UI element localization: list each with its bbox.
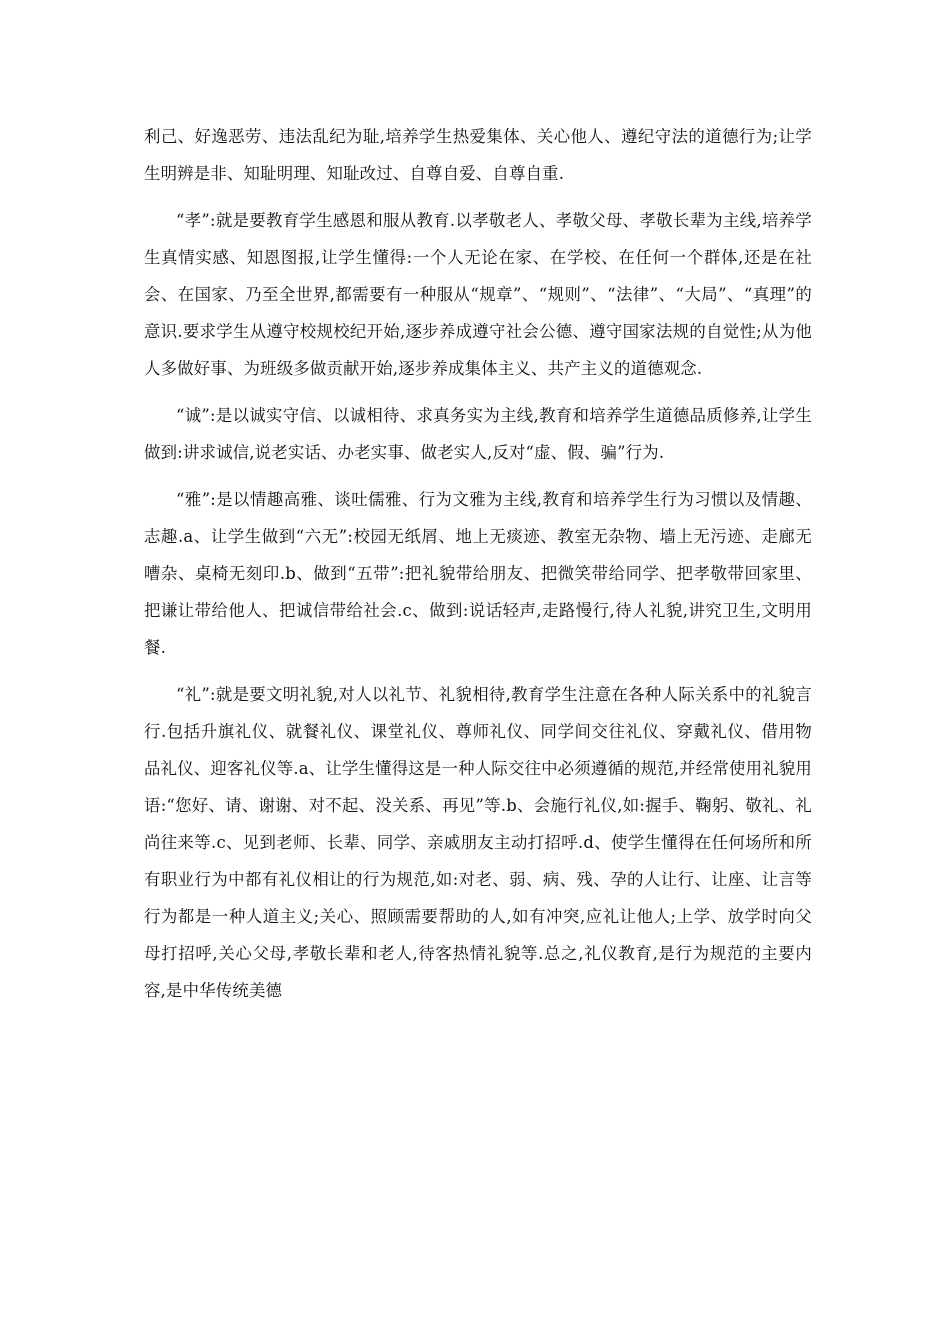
document-body	[144, 118, 812, 1019]
paragraph-ya: “雅”:是以情趣高雅、谈吐儒雅、行为文雅为主线,教育和培养学生行为习惯以及情趣、志趣.a、让学生做到“六无”:校园无纸屑、地上无痰迹、教室无杂物、墙上无污迹、走廊无嘈杂、桌椅无刻印.b、做到“五带”:把礼貌带给朋友、把微笑带给同学、把孝敬带回家里、把谦让带给他人、把诚信带给社会.c、做到:说话轻声,走路慢行,待人礼貌,讲究卫生,文明用餐.	[144, 490, 812, 657]
paragraph-li: “礼”:就是要文明礼貌,对人以礼节、礼貌相待,教育学生注意在各种人际关系中的礼貌言行.包括升旗礼仪、就餐礼仪、课堂礼仪、尊师礼仪、同学间交往礼仪、穿戴礼仪、借用物品礼仪、迎客礼仪等.a、让学生懂得这是一种人际交往中必须遵循的规范,并经常使用礼貌用语:“您好、请、谢谢、对不起、没关系、再见”等.b、会施行礼仪,如:握手、鞠躬、敬礼、礼尚往来等.c、见到老师、长辈、同学、亲戚朋友主动打招呼.d、使学生懂得在任何场所和所有职业行为中都有礼仪相让的行为规范,如:对老、弱、病、残、孕的人让行、让座、让言等行为都是一种人道主义;关心、照顾需要帮助的人,如有冲突,应礼让他人;上学、放学时向父母打招呼,关心父母,孝敬长辈和老人,待客热情礼貌等.总之,礼仪教育,是行为规范的主要内容,是中华传统美德	[144, 685, 812, 1000]
paragraph-cheng: “诚”:是以诚实守信、以诚相待、求真务实为主线,教育和培养学生道德品质修养,让学生做到:讲求诚信,说老实话、办老实事、做老实人,反对“虚、假、骗”行为.	[144, 406, 812, 462]
paragraph-xiao: “孝”:就是要教育学生感恩和服从教育.以孝敬老人、孝敬父母、孝敬长辈为主线,培养学生真情实感、知恩图报,让学生懂得:一个人无论在家、在学校、在任何一个群体,还是在社会、在国家、乃至全世界,都需要有一种服从“规章”、“规则”、“法律”、“大局”、“真理”的意识.要求学生从遵守校规校纪开始,逐步养成遵守社会公德、遵守国家法规的自觉性;从为他人多做好事、为班级多做贡献开始,逐步养成集体主义、共产主义的道德观念.	[144, 211, 812, 378]
paragraph-continuation: 利己、好逸恶劳、违法乱纪为耻,培养学生热爱集体、关心他人、遵纪守法的道德行为;让学生明辨是非、知耻明理、知耻改过、自尊自爱、自尊自重.	[144, 127, 812, 183]
